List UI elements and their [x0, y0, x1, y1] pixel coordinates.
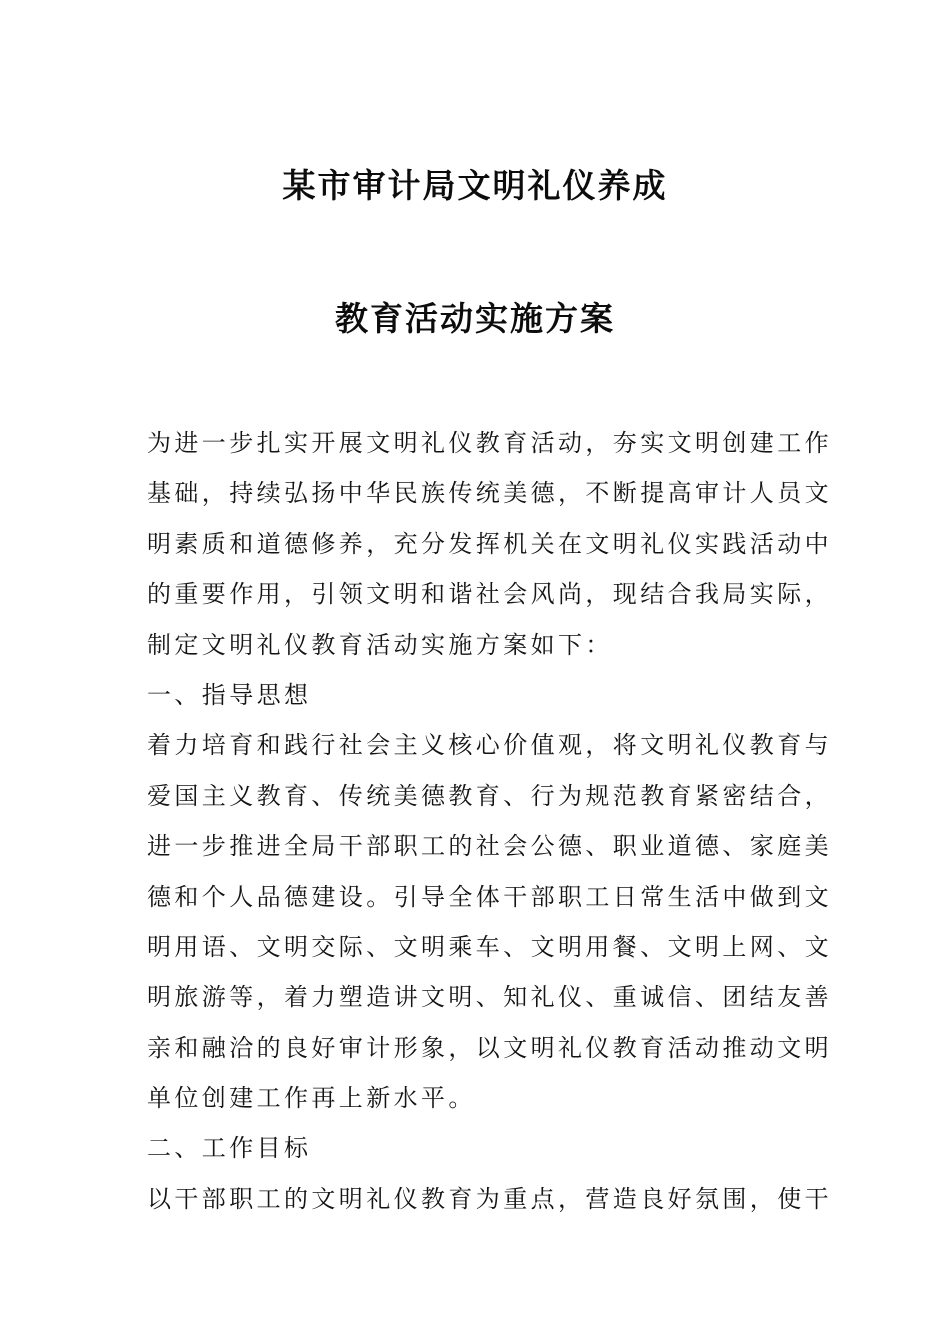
text-line: 德和个人品德建设。引导全体干部职工日常生活中做到文 [147, 882, 832, 911]
text-line: 着力培育和践行社会主义核心价值观，将文明礼仪教育与 [147, 731, 832, 760]
text-line: 制定文明礼仪教育活动实施方案如下： [147, 630, 613, 659]
text-line: 爱国主义教育、传统美德教育、行为规范教育紧密结合， [147, 781, 832, 810]
text-line: 进一步推进全局干部职工的社会公德、职业道德、家庭美 [147, 832, 832, 861]
section-heading-work-goals: 二、工作目标 [147, 1134, 312, 1163]
text-line: 的重要作用，引领文明和谐社会风尚，现结合我局实际， [147, 580, 832, 609]
text-line: 亲和融洽的良好审计形象，以文明礼仪教育活动推动文明 [147, 1033, 832, 1062]
section-heading-guiding-ideology: 一、指导思想 [147, 680, 312, 709]
document-title-line-2: 教育活动实施方案 [335, 299, 615, 338]
intro-paragraph [147, 418, 832, 670]
text-line: 以干部职工的文明礼仪教育为重点，营造良好氛围，使干 [147, 1184, 832, 1213]
text-line: 明用语、文明交际、文明乘车、文明用餐、文明上网、文 [147, 932, 832, 961]
document-body [147, 418, 832, 1224]
text-line: 单位创建工作再上新水平。 [147, 1084, 476, 1113]
text-line: 明素质和道德修养，充分发挥机关在文明礼仪实践活动中 [147, 529, 832, 558]
guiding-ideology-paragraph [147, 720, 832, 1123]
text-line: 基础，持续弘扬中华民族传统美德，不断提高审计人员文 [147, 479, 832, 508]
text-line: 为进一步扎实开展文明礼仪教育活动，夯实文明创建工作 [147, 429, 832, 457]
document-title-line-1: 某市审计局文明礼仪养成 [282, 166, 668, 205]
text-line: 明旅游等，着力塑造讲文明、知礼仪、重诚信、团结友善 [147, 983, 832, 1012]
work-goals-paragraph [147, 1174, 832, 1224]
